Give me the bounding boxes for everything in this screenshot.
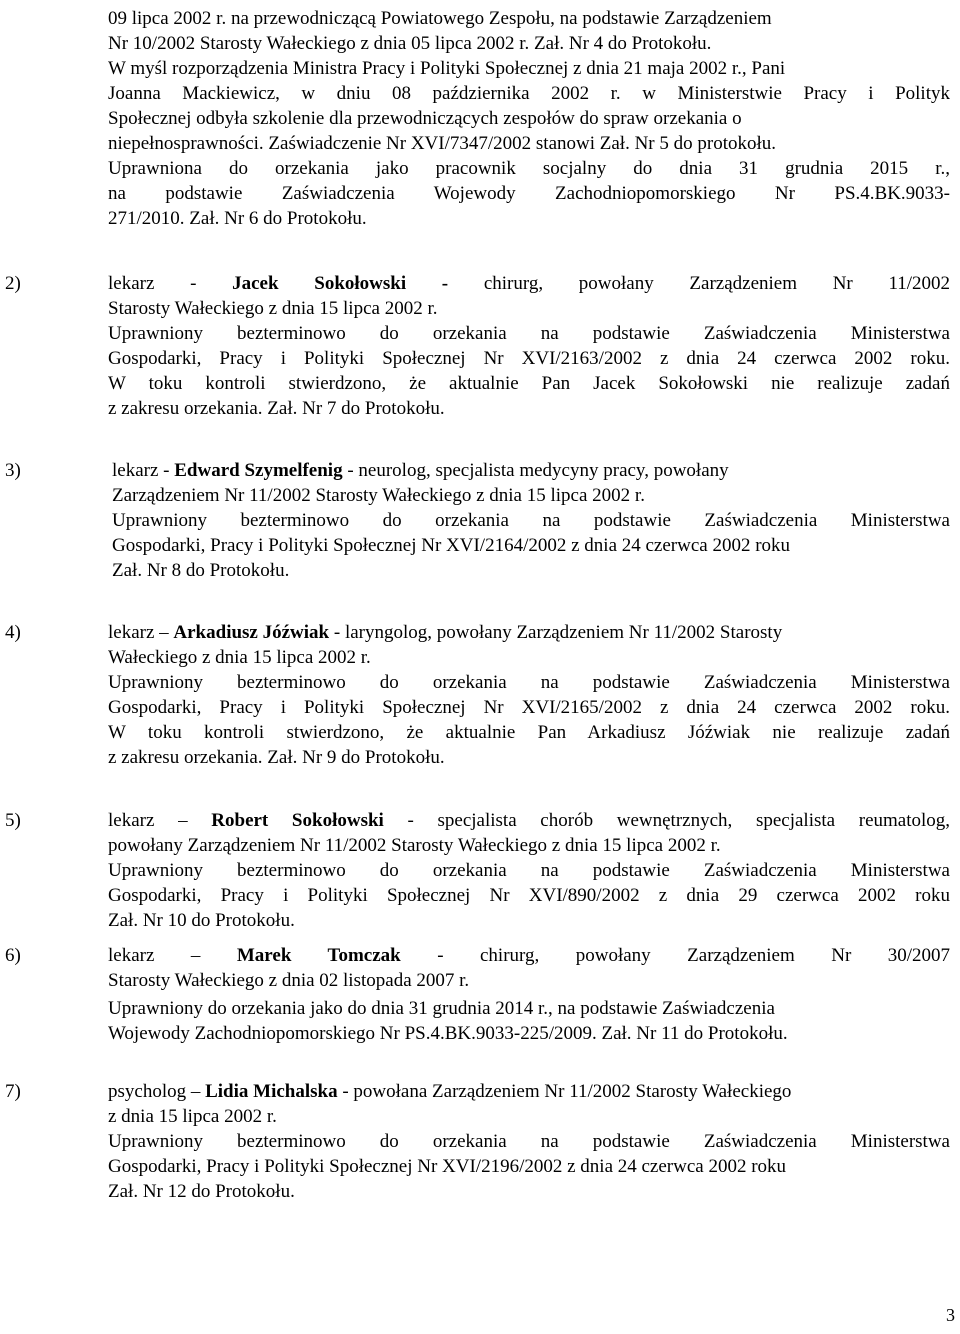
item-line: Uprawniony do orzekania jako do dnia 31 grudnia 2014 r., na podstawie Zaświadczenia xyxy=(108,998,775,1019)
person-name: Jacek Sokołowski - xyxy=(232,273,449,294)
item-first-text: chirurg, powołany Zarządzeniem Nr 11/2002 xyxy=(483,273,951,294)
item-number: 5) xyxy=(5,810,21,831)
page-number: 3 xyxy=(946,1305,955,1325)
intro-paragraph xyxy=(108,6,950,231)
item-line: W toku kontroli stwierdzono, że aktualnie Pan Jacek Sokołowski nie realizuje zadań xyxy=(108,373,950,394)
item-number: 3) xyxy=(5,460,21,481)
intro-line: Nr 10/2002 Starosty Wałeckiego z dnia 05 lipca 2002 r. Zał. Nr 4 do Protokołu. xyxy=(108,33,712,54)
item-first-line xyxy=(108,1079,950,1104)
item-line: Uprawniony bezterminowo do orzekania na podstawie Zaświadczenia Ministerstwa xyxy=(108,1131,950,1152)
item-role: psycholog – xyxy=(108,1081,201,1102)
item-first-text: - neurolog, specjalista medycyny pracy, powołany xyxy=(347,460,729,481)
item-role: lekarz – xyxy=(108,810,188,831)
item-first-line xyxy=(108,808,950,833)
item-role: lekarz - xyxy=(112,460,170,481)
item-number: 2) xyxy=(5,273,21,294)
item-body xyxy=(108,620,950,770)
intro-line: na podstawie Zaświadczenia Wojewody Zachodniopomorskiego Nr PS.4.BK.9033- xyxy=(108,183,950,204)
intro-line: Uprawniona do orzekania jako pracownik socjalny do dnia 31 grudnia 2015 r., xyxy=(108,158,950,179)
item-line: Starosty Wałeckiego z dnia 15 lipca 2002 r. xyxy=(108,298,438,319)
item-first-text: - specjalista chorób wewnętrznych, specjalista reumatolog, xyxy=(407,810,951,831)
item-line: z dnia 15 lipca 2002 r. xyxy=(108,1106,277,1127)
item-line: Wojewody Zachodniopomorskiego Nr PS.4.BK.9033-225/2009. Zał. Nr 11 do Protokołu. xyxy=(108,1023,788,1044)
item-first-line xyxy=(112,458,950,483)
person-name: Edward Szymelfenig xyxy=(174,460,343,481)
item-line: Starosty Wałeckiego z dnia 02 listopada 2007 r. xyxy=(108,970,470,991)
person-name: Arkadiusz Jóźwiak xyxy=(173,622,330,643)
item-line: z zakresu orzekania. Zał. Nr 7 do Protokołu. xyxy=(108,398,445,419)
item-first-text: - laryngolog, powołany Zarządzeniem Nr 11/2002 Starosty xyxy=(333,622,783,643)
item-line: Gospodarki, Pracy i Polityki Społecznej Nr XVI/2163/2002 z dnia 24 czerwca 2002 roku. xyxy=(108,348,950,369)
person-name: Robert Sokołowski xyxy=(211,810,384,831)
item-line: Zał. Nr 8 do Protokołu. xyxy=(112,560,290,581)
intro-line: niepełnosprawności. Zaświadczenie Nr XVI/7347/2002 stanowi Zał. Nr 5 do protokołu. xyxy=(108,133,777,154)
item-first-line xyxy=(108,620,950,645)
item-line: W toku kontroli stwierdzono, że aktualnie Pan Arkadiusz Jóźwiak nie realizuje zadań xyxy=(108,722,950,743)
item-line: powołany Zarządzeniem Nr 11/2002 Starosty Wałeckiego z dnia 15 lipca 2002 r. xyxy=(108,835,721,856)
intro-line: Joanna Mackiewicz, w dniu 08 października 2002 r. w Ministerstwie Pracy i Polityk xyxy=(108,83,950,104)
item-line: Gospodarki, Pracy i Polityki Społecznej Nr XVI/2165/2002 z dnia 24 czerwca 2002 roku. xyxy=(108,697,950,718)
item-line: Zarządzeniem Nr 11/2002 Starosty Wałeckiego z dnia 15 lipca 2002 r. xyxy=(112,485,645,506)
item-line: Wałeckiego z dnia 15 lipca 2002 r. xyxy=(108,647,371,668)
item-role: lekarz - xyxy=(108,273,197,294)
item-body xyxy=(108,943,950,1046)
item-line: Uprawniony bezterminowo do orzekania na podstawie Zaświadczenia Ministerstwa xyxy=(108,672,950,693)
person-name: Marek Tomczak xyxy=(236,945,401,966)
item-body xyxy=(108,1079,950,1204)
item-line: Gospodarki, Pracy i Polityki Społecznej Nr XVI/890/2002 z dnia 29 czerwca 2002 roku xyxy=(108,885,950,906)
item-line: Zał. Nr 10 do Protokołu. xyxy=(108,910,295,931)
item-number: 6) xyxy=(5,945,21,966)
item-line: Gospodarki, Pracy i Polityki Społecznej Nr XVI/2196/2002 z dnia 24 czerwca 2002 roku xyxy=(108,1156,787,1177)
item-line: Gospodarki, Pracy i Polityki Społecznej Nr XVI/2164/2002 z dnia 24 czerwca 2002 roku xyxy=(112,535,791,556)
item-role: lekarz – xyxy=(108,945,201,966)
item-first-line xyxy=(108,943,950,968)
item-line: Uprawniony bezterminowo do orzekania na podstawie Zaświadczenia Ministerstwa xyxy=(108,860,950,881)
item-first-line xyxy=(108,271,950,296)
intro-line: 09 lipca 2002 r. na przewodniczącą Powiatowego Zespołu, na podstawie Zarządzeniem xyxy=(108,8,772,29)
intro-line: 271/2010. Zał. Nr 6 do Protokołu. xyxy=(108,208,367,229)
item-first-text: - powołana Zarządzeniem Nr 11/2002 Starosty Wałeckiego xyxy=(342,1081,792,1102)
item-line: Uprawniony bezterminowo do orzekania na podstawie Zaświadczenia Ministerstwa xyxy=(108,323,950,344)
item-line: Uprawniony bezterminowo do orzekania na podstawie Zaświadczenia Ministerstwa xyxy=(112,510,950,531)
item-line: z zakresu orzekania. Zał. Nr 9 do Protokołu. xyxy=(108,747,445,768)
item-body xyxy=(108,808,950,933)
item-line: Zał. Nr 12 do Protokołu. xyxy=(108,1181,295,1202)
person-name: Lidia Michalska xyxy=(205,1081,338,1102)
item-body xyxy=(112,458,950,583)
item-first-text: - chirurg, powołany Zarządzeniem Nr 30/2007 xyxy=(437,945,951,966)
item-number: 4) xyxy=(5,622,21,643)
item-body xyxy=(108,271,950,421)
item-role: lekarz – xyxy=(108,622,169,643)
intro-line: W myśl rozporządzenia Ministra Pracy i Polityki Społecznej z dnia 21 maja 2002 r., Pani xyxy=(108,58,786,79)
item-number: 7) xyxy=(5,1081,21,1102)
intro-line: Społecznej odbyła szkolenie dla przewodniczących zespołów do spraw orzekania o xyxy=(108,108,742,129)
